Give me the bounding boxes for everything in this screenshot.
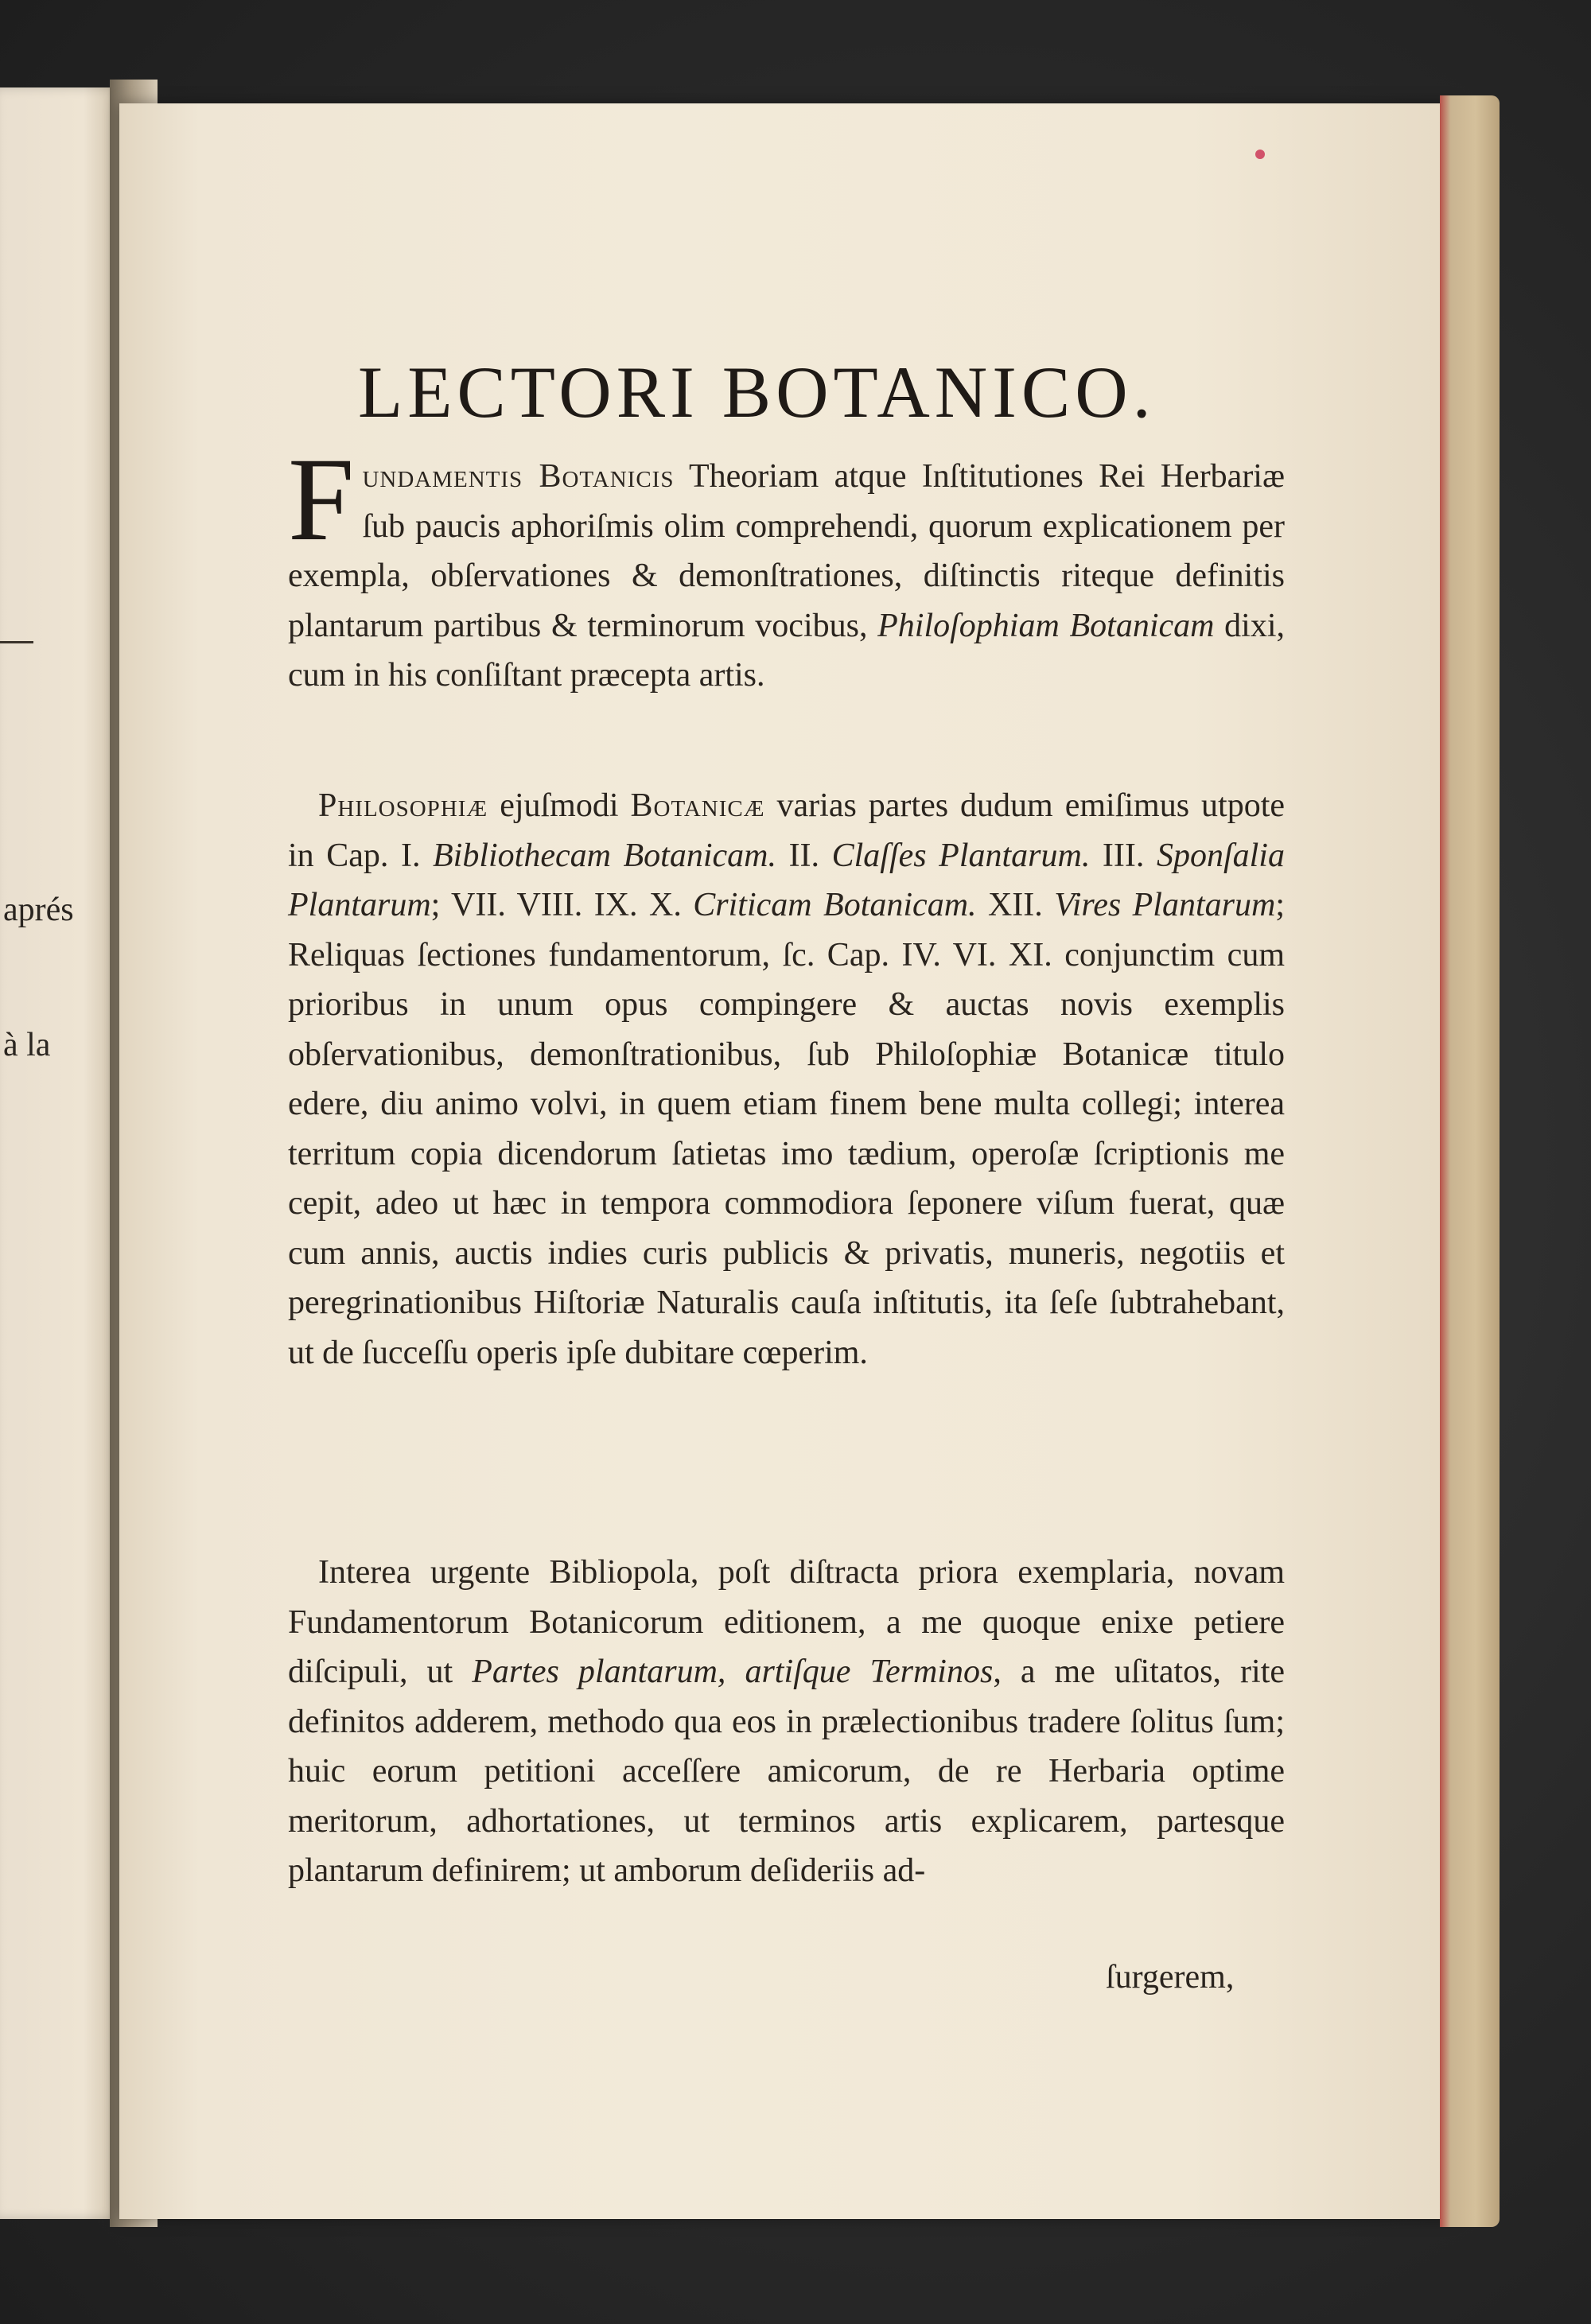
italic-text: Partes plantarum, artiſque Terminos — [472, 1654, 994, 1690]
paragraph-text: Interea urgente Bibliopola, poſt diſtracta priora exemplaria, novam Fundamentorum Botanicorum editionem, a me quoque enixe petiere diſcipuli, ut — [288, 1554, 1285, 1690]
paragraph-text: dixi, cum in his conſiſtant præcepta artis. — [288, 607, 1285, 694]
italic-text: Vires Plantarum — [1054, 887, 1276, 923]
paragraph-text: III. — [1090, 837, 1157, 874]
italic-text: Philoſophiam Botanicam — [877, 607, 1215, 644]
left-page-fragment: aprés — [3, 892, 74, 928]
paragraph-text: XII. — [976, 887, 1055, 923]
paragraph — [288, 433, 1285, 701]
lead-words: Philosophiæ — [318, 787, 488, 824]
page-title: LECTORI BOTANICO. — [358, 351, 1156, 433]
lead-words: Botanicæ — [630, 787, 765, 824]
left-page-rule — [0, 641, 33, 643]
paragraph-text: Theoriam atque Inſtitutiones Rei Herbariæ ſub paucis aphoriſmis olim comprehendi, quorum explicationem per exempla, obſervationes & demonſtrationes, diſtinctis riteque definitis plantarum partibus & terminorum vocibus, — [288, 458, 1285, 644]
drop-cap: F — [288, 433, 355, 565]
paragraph-text: varias partes dudum emiſimus utpote in Cap. I. — [288, 787, 1285, 874]
paragraph — [288, 1548, 1285, 1896]
book-cover-edge — [1440, 95, 1500, 2227]
italic-text: Bibliothecam Botanicam. — [433, 837, 776, 874]
paragraph — [288, 781, 1285, 1378]
paragraph-text: ; Reliquas ſectiones fundamentorum, ſc. Cap. IV. VI. XI. conjunctim cum prioribus in unum opus compingere & auctas novis exemplis obſervationibus, demonſtrationibus, ſub Philoſophiæ Botanicæ titulo edere, diu animo volvi, in quem etiam finem bene multa collegi; interea territum copia dicendorum ſatietas imo tædium, operoſæ ſcriptionis me cepit, adeo ut hæc in tempora commodiora ſeponere viſum fuerat, quæ cum annis, auctis indies curis publicis & privatis, muneris, negotiis et peregrinationibus Hiſtoriæ Naturalis cauſa inſtitutis, ita ſeſe ſubtrahebant, ut de ſucceſſu operis ipſe dubitare cœperim. — [288, 887, 1285, 1371]
lead-words: undamentis Botanicis — [362, 458, 675, 495]
paragraph-text: , a me uſitatos, rite definitos adderem, methodo qua eos in prælectionibus tradere ſolitus ſum; huic eorum petitioni acceſſere amicorum, de re Herbaria optime meritorum, adhortationes, ut terminos artis explicarem, partesque plantarum definirem; ut amborum deſideriis ad- — [288, 1654, 1286, 1889]
paragraph-text: ; VII. VIII. IX. X. — [430, 887, 694, 923]
paragraph-text: II. — [776, 837, 832, 874]
italic-text: Claſſes Plantarum. — [831, 837, 1091, 874]
ink-mark — [1255, 150, 1265, 159]
paragraph-text: ejuſmodi — [488, 787, 631, 824]
italic-text: Criticam Botanicam. — [693, 887, 977, 923]
left-facing-page — [0, 87, 119, 2219]
catchword: ſurgerem, — [1106, 1959, 1235, 1996]
left-page-fragment: à la — [3, 1027, 51, 1063]
italic-text: Sponſalia Plantarum — [288, 837, 1285, 923]
